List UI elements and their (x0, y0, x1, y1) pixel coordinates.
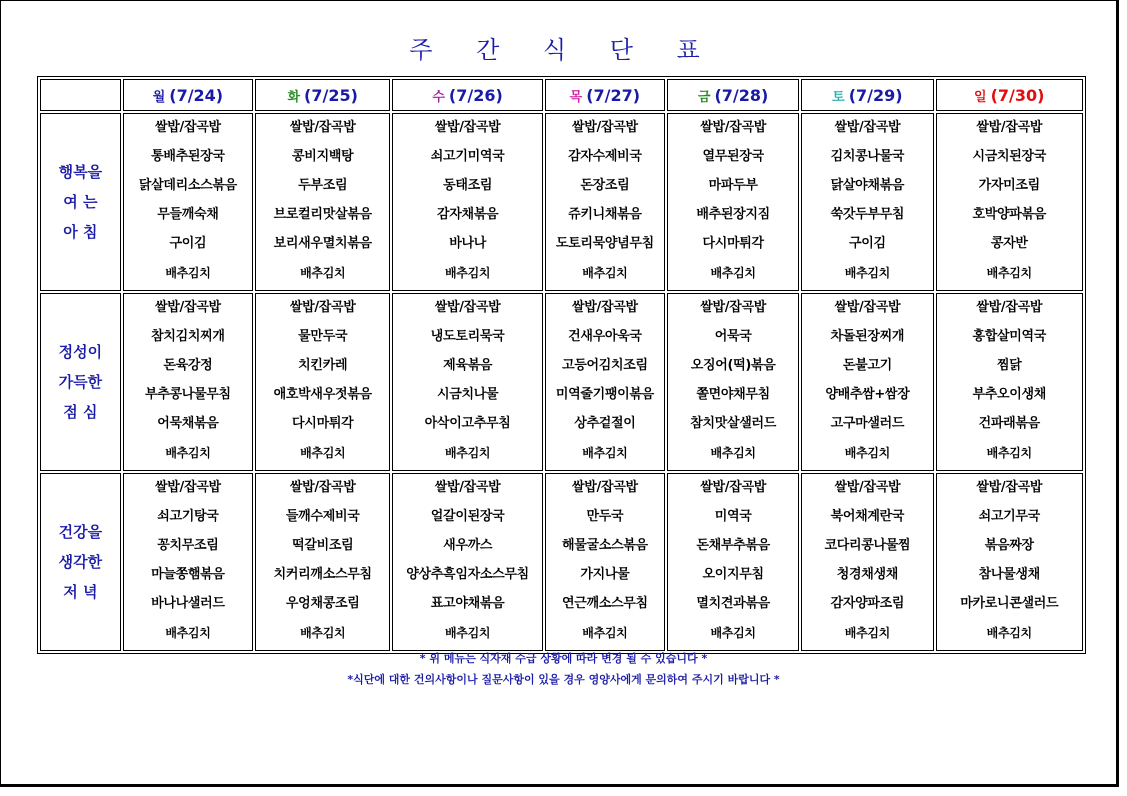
menu-item: 쌀밥/잡곡밥 (700, 120, 766, 135)
menu-cell (801, 473, 933, 651)
menu-item: 연근깨소스무침 (561, 596, 648, 611)
menu-item: 돈장조림 (580, 178, 630, 193)
menu-item: 참치맛살샐러드 (690, 416, 777, 431)
menu-cell (392, 473, 542, 651)
menu-item: 해물굴소스볶음 (561, 538, 648, 553)
menu-cell (936, 473, 1083, 651)
day-header-sat: 토 (7/29) (801, 79, 933, 111)
menu-item: 마파두부 (708, 178, 758, 193)
menu-item: 콩비지백탕 (292, 149, 354, 164)
menu-item: 참나물생채 (978, 567, 1040, 582)
menu-item: 냉도토리묵국 (430, 329, 505, 344)
menu-item: 보리새우멸치볶음 (273, 236, 372, 251)
menu-item: 배추김치 (165, 266, 211, 280)
day-header-mon: 월 (7/24) (123, 79, 253, 111)
meal-label-line: 건강을 (58, 523, 103, 541)
meal-label-lunch (40, 293, 121, 471)
notice-contact: *식단에 대한 건의사항이나 질문사항이 있을 경우 영양사에게 문의하여 주시기 바랍니다 * (347, 673, 780, 686)
menu-item: 치커리깨소스무침 (273, 567, 372, 582)
menu-item: 배추김치 (300, 446, 346, 460)
menu-item: 쌀밥/잡곡밥 (834, 480, 901, 495)
menu-item: 고등어김치조림 (561, 358, 648, 373)
menu-item: 건파래볶음 (978, 416, 1040, 431)
menu-item: 쌀밥/잡곡밥 (434, 120, 501, 135)
menu-item: 배추김치 (445, 446, 491, 460)
menu-item: 쌀밥/잡곡밥 (700, 300, 766, 315)
menu-item: 열무된장국 (702, 149, 764, 164)
menu-cell (392, 113, 542, 291)
menu-cell (801, 113, 933, 291)
meal-label-line: 생각한 (58, 553, 103, 571)
menu-cell (667, 113, 799, 291)
menu-item: 배추된장지짐 (696, 207, 770, 222)
menu-cell (936, 113, 1083, 291)
menu-item: 쑥갓두부무침 (830, 207, 905, 222)
menu-item: 쇠고기무국 (978, 509, 1040, 524)
menu-item: 얼갈이된장국 (430, 509, 505, 524)
meal-label-dinner (40, 473, 121, 651)
menu-item: 시금치나물 (436, 387, 499, 402)
menu-item: 돈채부추볶음 (696, 538, 770, 553)
menu-item: 쌀밥/잡곡밥 (155, 120, 221, 135)
menu-item: 부추오이생채 (972, 387, 1047, 402)
menu-item: 배추김치 (710, 446, 756, 460)
day-header-fri: 금 (7/28) (667, 79, 799, 111)
day-header-sun: 일 (7/30) (936, 79, 1083, 111)
menu-item: 배추김치 (445, 626, 491, 640)
menu-item: 우엉채콩조림 (285, 596, 360, 611)
menu-cell (255, 473, 390, 651)
menu-item: 배추김치 (986, 266, 1032, 280)
menu-item: 쇠고기탕국 (157, 509, 219, 524)
menu-item: 멸치견과볶음 (696, 596, 770, 611)
menu-item: 오징어(떡)볶음 (690, 358, 776, 373)
menu-item: 꽁치무조림 (157, 538, 219, 553)
menu-item: 쇠고기미역국 (430, 149, 505, 164)
meal-row-breakfast (40, 113, 1083, 291)
menu-item: 제육볶음 (443, 358, 493, 373)
menu-cell (123, 473, 253, 651)
menu-item: 쌀밥/잡곡밥 (434, 300, 501, 315)
weekly-menu-table (37, 76, 1086, 654)
menu-item: 배추김치 (844, 446, 890, 460)
menu-item: 쌀밥/잡곡밥 (700, 480, 766, 495)
menu-item: 치킨카레 (298, 358, 348, 373)
menu-item: 양상추흑임자소스무침 (406, 567, 529, 582)
menu-item: 쌀밥/잡곡밥 (976, 120, 1043, 135)
meal-label-line: 점 심 (63, 403, 98, 421)
menu-item: 닭살데리소스볶음 (138, 178, 237, 193)
menu-item: 구이김 (849, 236, 886, 251)
meal-label-line: 가득한 (58, 373, 103, 391)
meal-label-breakfast (40, 113, 121, 291)
menu-item: 마늘쫑햄볶음 (151, 567, 225, 582)
menu-cell (667, 293, 799, 471)
menu-cell (255, 293, 390, 471)
menu-item: 도토리묵양념무침 (555, 236, 654, 251)
menu-item: 배추김치 (844, 266, 890, 280)
menu-cell (392, 293, 542, 471)
menu-item: 어묵국 (714, 329, 752, 344)
menu-cell (545, 473, 665, 651)
menu-item: 쌀밥/잡곡밥 (976, 300, 1043, 315)
menu-cell (123, 113, 253, 291)
menu-item: 홍합살미역국 (972, 329, 1047, 344)
page-title: 주 간 식 단 표 (409, 36, 718, 64)
menu-item: 코다리콩나물찜 (824, 538, 911, 553)
header-row (40, 79, 1083, 111)
menu-item: 두부조림 (298, 178, 348, 193)
day-header-tue: 화 (7/25) (255, 79, 390, 111)
menu-cell (545, 293, 665, 471)
menu-item: 애호박새우젓볶음 (273, 387, 372, 402)
menu-item: 감자양파조림 (830, 596, 905, 611)
menu-item: 부추콩나물무침 (145, 387, 231, 402)
menu-item: 배추김치 (986, 626, 1032, 640)
menu-item: 바나나샐러드 (151, 596, 225, 611)
menu-item: 가지나물 (580, 567, 630, 582)
menu-item: 호박양파볶음 (972, 207, 1047, 222)
menu-item: 배추김치 (445, 266, 491, 280)
meal-label-line: 여 는 (63, 193, 98, 211)
corner-cell (40, 79, 121, 111)
day-header-wed: 수 (7/26) (392, 79, 542, 111)
menu-item: 미역줄기팽이볶음 (555, 387, 654, 402)
menu-item: 들깨수제비국 (285, 509, 360, 524)
notice-change: * 위 메뉴는 식자재 수급 상황에 따라 변경 될 수 있습니다 * (419, 652, 708, 665)
menu-item: 무들깨숙채 (157, 207, 219, 222)
menu-cell (936, 293, 1083, 471)
meal-label-line: 정성이 (58, 343, 103, 361)
menu-item: 통배추된장국 (151, 149, 225, 164)
menu-item: 구이김 (169, 236, 207, 251)
menu-item: 건새우아욱국 (568, 329, 642, 344)
menu-item: 상추겉절이 (574, 416, 636, 431)
menu-item: 쌀밥/잡곡밥 (976, 480, 1043, 495)
menu-item: 다시마튀각 (702, 236, 764, 251)
menu-item: 쌀밥/잡곡밥 (572, 300, 638, 315)
menu-cell (255, 113, 390, 291)
menu-cell (801, 293, 933, 471)
menu-item: 배추김치 (582, 446, 628, 460)
menu-item: 표고야채볶음 (430, 596, 505, 611)
menu-item: 물만두국 (298, 329, 348, 344)
meal-row-dinner (40, 473, 1083, 651)
menu-item: 김치콩나물국 (830, 149, 905, 164)
menu-item: 배추김치 (300, 626, 346, 640)
menu-item: 쌀밥/잡곡밥 (289, 480, 356, 495)
menu-item: 어묵채볶음 (157, 416, 219, 431)
menu-item: 쌀밥/잡곡밥 (434, 480, 501, 495)
menu-item: 아삭이고추무침 (424, 416, 511, 431)
menu-item: 배추김치 (710, 266, 756, 280)
menu-item: 가자미조림 (978, 178, 1040, 193)
menu-item: 배추김치 (300, 266, 346, 280)
menu-item: 쥬키니채볶음 (568, 207, 642, 222)
menu-item: 볶음짜장 (984, 538, 1034, 553)
menu-item: 차돌된장찌개 (830, 329, 905, 344)
menu-item: 쌀밥/잡곡밥 (155, 300, 221, 315)
menu-item: 청경채생채 (836, 567, 899, 582)
menu-item: 찜닭 (997, 358, 1022, 373)
menu-item: 다시마튀각 (292, 416, 354, 431)
menu-item: 떡갈비조림 (292, 538, 354, 553)
menu-item: 새우까스 (443, 538, 493, 553)
menu-item: 브로컬리맛살볶음 (273, 207, 372, 222)
menu-item: 콩자반 (990, 236, 1028, 251)
menu-cell (123, 293, 253, 471)
meal-label-line: 아 침 (63, 223, 98, 241)
menu-item: 쌀밥/잡곡밥 (834, 300, 901, 315)
menu-item: 쌀밥/잡곡밥 (572, 120, 638, 135)
meal-label-line: 행복을 (58, 163, 103, 181)
menu-item: 배추김치 (986, 446, 1032, 460)
menu-item: 배추김치 (165, 626, 211, 640)
menu-item: 배추김치 (582, 626, 628, 640)
menu-item: 배추김치 (165, 446, 211, 460)
menu-item: 쫄면야채무침 (696, 387, 770, 402)
menu-item: 쌀밥/잡곡밥 (289, 120, 356, 135)
menu-item: 북어채계란국 (830, 509, 905, 524)
meal-row-lunch (40, 293, 1083, 471)
menu-item: 감자채볶음 (436, 207, 499, 222)
menu-item: 바나나 (449, 236, 486, 251)
menu-item: 쌀밥/잡곡밥 (572, 480, 638, 495)
menu-item: 고구마샐러드 (830, 416, 905, 431)
menu-item: 쌀밥/잡곡밥 (155, 480, 221, 495)
menu-item: 참치김치찌개 (151, 329, 225, 344)
menu-cell (545, 113, 665, 291)
menu-item: 만두국 (586, 509, 624, 524)
menu-item: 양배추쌈+쌈장 (825, 387, 910, 402)
menu-item: 오이지무침 (702, 567, 764, 582)
menu-item: 배추김치 (710, 626, 756, 640)
menu-item: 배추김치 (582, 266, 628, 280)
menu-item: 미역국 (714, 509, 752, 524)
meal-label-line: 저 녁 (63, 583, 98, 601)
menu-item: 배추김치 (844, 626, 890, 640)
menu-item: 돈불고기 (842, 358, 892, 373)
menu-item: 쌀밥/잡곡밥 (289, 300, 356, 315)
menu-item: 돈육강정 (163, 358, 213, 373)
day-header-thu: 목 (7/27) (545, 79, 665, 111)
menu-item: 동태조림 (443, 178, 493, 193)
menu-item: 감자수제비국 (568, 149, 642, 164)
menu-item: 쌀밥/잡곡밥 (834, 120, 901, 135)
menu-item: 마카로니콘샐러드 (960, 596, 1059, 611)
menu-cell (667, 473, 799, 651)
menu-item: 닭살야채볶음 (830, 178, 905, 193)
menu-item: 시금치된장국 (972, 149, 1047, 164)
